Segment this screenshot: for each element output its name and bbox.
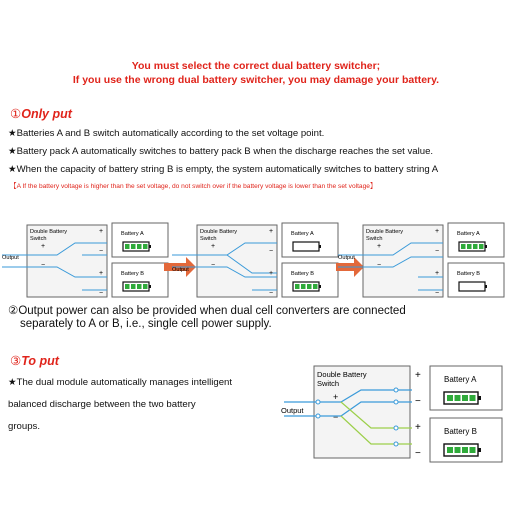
plus-b-2: + (269, 270, 274, 277)
battery-a-label-3: Battery A (457, 231, 480, 237)
section1-bullet-2: ★Battery pack A automatically switches to battery pack B when the discharge reaches the set value. (8, 146, 434, 157)
plus-a-2: + (269, 228, 274, 235)
output-label-1: Output (2, 255, 19, 261)
section1-heading (10, 106, 72, 121)
plus-sign-3: + (377, 243, 382, 250)
switch-diagrams (0, 215, 512, 305)
switch-label-3a: Double Battery (366, 229, 404, 235)
section3-heading (10, 353, 59, 368)
plus-sign-2: + (211, 243, 216, 250)
battery-b-box-1 (112, 263, 168, 297)
large-minus-b: − (415, 448, 421, 459)
section2-number: ② (8, 305, 19, 317)
minus-sign-3: − (377, 262, 382, 269)
battery-b-box-2 (282, 263, 338, 297)
section3-number: ③ (10, 354, 22, 368)
output-label-3: Output (338, 255, 355, 261)
section1-note: 【A If the battery voltage is higher than the set voltage, do not switch over if the battery voltage is lower than the set voltage】 (10, 183, 377, 190)
large-minus-a: − (415, 396, 421, 407)
section2-text (8, 305, 508, 331)
minus-sign-1: − (41, 262, 46, 269)
plus-a-1: + (99, 228, 104, 235)
section3-line-3: groups. (8, 421, 40, 432)
diagram-1 (2, 223, 168, 297)
battery-b-label-2: Battery B (291, 271, 315, 277)
diagram-3 (338, 223, 504, 297)
minus-b-1: − (99, 290, 104, 297)
plus-sign-1: + (41, 243, 46, 250)
minus-a-1: − (99, 248, 104, 255)
battery-b-label-3: Battery B (457, 271, 481, 277)
battery-a-box-3 (448, 223, 504, 257)
large-switch-diagram (276, 360, 512, 470)
large-output-label: Output (281, 406, 304, 415)
battery-b-icon-3 (459, 282, 485, 291)
warning-line-1: You must select the correct dual battery switcher; (131, 60, 381, 72)
section1-bullet-3: ★When the capacity of battery string B is empty, the system automatically switches to battery string A (8, 164, 439, 175)
large-minus-sign: − (333, 412, 339, 422)
battery-b-label-1: Battery B (121, 271, 145, 277)
large-plus-a: + (415, 370, 421, 381)
section1-number: ① (10, 107, 22, 121)
large-plus-sign: + (333, 392, 339, 402)
battery-a-label-1: Battery A (121, 231, 144, 237)
switch-label-1a: Double Battery (30, 229, 68, 235)
plus-b-3: + (435, 270, 440, 277)
switch-label-2b: Switch (200, 236, 217, 242)
battery-a-box-2 (282, 223, 338, 257)
section1-bullet-1: ★Batteries A and B switch automatically according to the set voltage point. (8, 128, 325, 139)
large-switch-label-2: Switch (317, 379, 340, 388)
large-switch-label-1: Double Battery (317, 370, 367, 379)
section3-line-1: ★The dual module automatically manages intelligent (8, 377, 233, 388)
minus-sign-2: − (211, 262, 216, 269)
large-battery-a-label: Battery A (444, 375, 477, 384)
minus-a-3: − (435, 248, 440, 255)
section1-title: Only put (21, 107, 72, 121)
battery-b-box-3 (448, 263, 504, 297)
warning-line-2: If you use the wrong dual battery switcher, you may damage your battery. (72, 74, 440, 86)
battery-a-label-2: Battery A (291, 231, 314, 237)
large-plus-b: + (415, 422, 421, 433)
large-battery-b-label: Battery B (444, 427, 477, 436)
section2-line-2: separately to A or B, i.e., single cell power supply. (20, 318, 272, 330)
output-label-2: Output (172, 267, 189, 273)
minus-a-2: − (269, 248, 274, 255)
section3-title: To put (21, 354, 59, 368)
section3-line-2: balanced discharge between the two battery (8, 399, 196, 410)
minus-b-3: − (435, 290, 440, 297)
section2-line-1: Output power can also be provided when dual cell converters are connected (18, 305, 406, 317)
switch-label-2a: Double Battery (200, 229, 238, 235)
battery-a-box-1 (112, 223, 168, 257)
switch-label-1b: Switch (30, 236, 47, 242)
plus-b-1: + (99, 270, 104, 277)
minus-b-2: − (269, 290, 274, 297)
plus-a-3: + (435, 228, 440, 235)
battery-a-icon-2 (293, 242, 319, 251)
switch-label-3b: Switch (366, 236, 383, 242)
diagram-2 (172, 223, 338, 297)
